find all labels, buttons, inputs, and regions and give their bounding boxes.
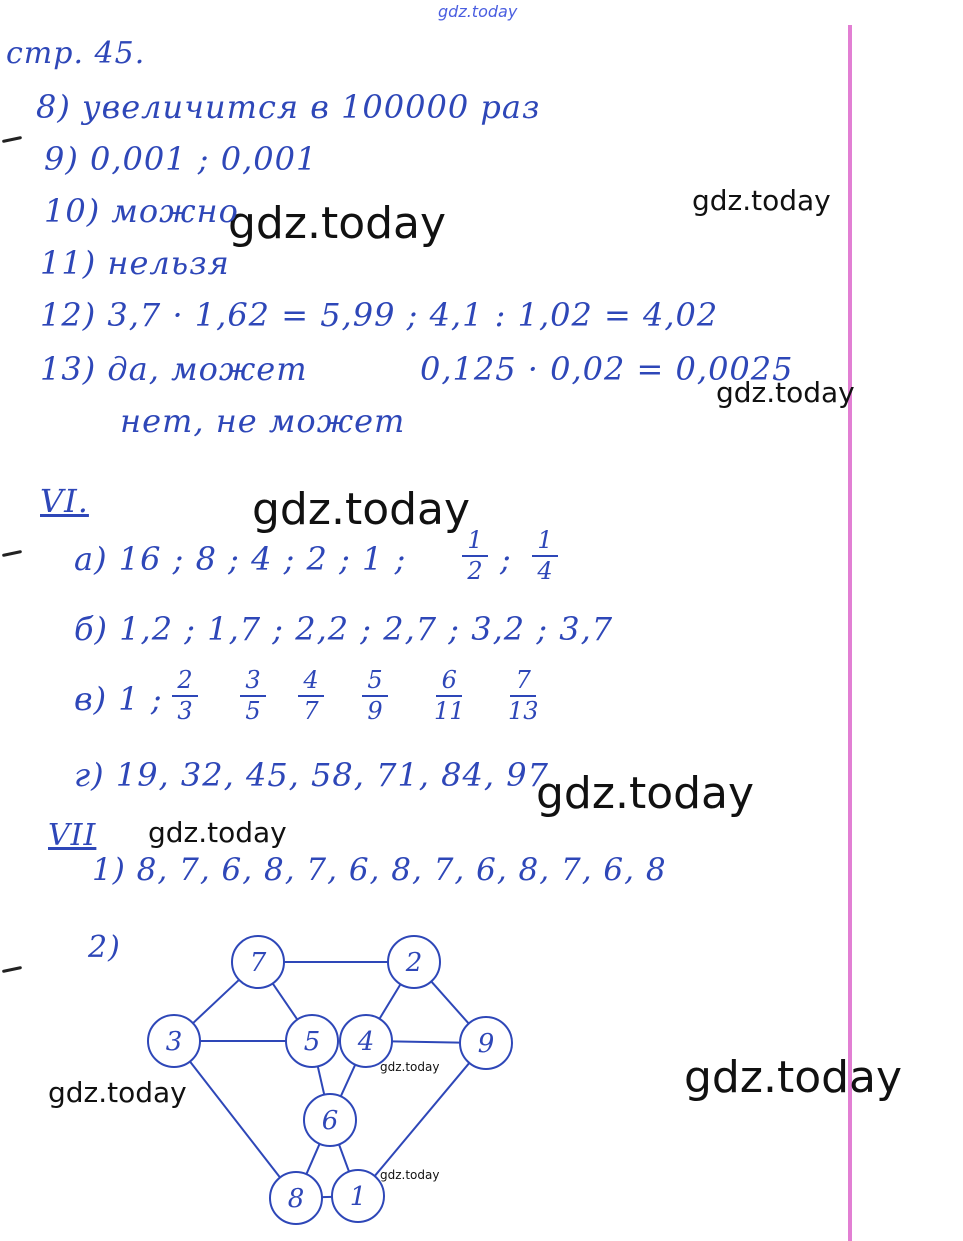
fraction: 1 4 — [532, 528, 558, 584]
answer-12: 12) 3,7 · 1,62 = 5,99 ; 4,1 : 1,02 = 4,02 — [40, 296, 719, 334]
sequence-7-1: 1) 8, 7, 6, 8, 7, 6, 8, 7, 6, 8, 7, 6, 8 — [92, 852, 667, 888]
graph-label: 2) — [88, 930, 121, 965]
answer-11: 11) нельзя — [40, 244, 230, 282]
graph-node-label: 7 — [249, 948, 267, 978]
graph-node-label: 5 — [303, 1027, 321, 1057]
fraction: 5 9 — [362, 668, 388, 724]
graph-node-label: 9 — [477, 1029, 495, 1059]
graph-node-label: 1 — [349, 1182, 367, 1212]
sequence-v: в) 1 ; — [74, 680, 163, 718]
watermark: gdz.today — [252, 484, 471, 535]
graph-edge — [341, 1065, 355, 1097]
sequence-a: а) 16 ; 8 ; 4 ; 2 ; 1 ; — [74, 540, 407, 578]
answer-10: 10) можно — [44, 192, 239, 230]
graph-node — [304, 1094, 356, 1146]
separator: ; — [500, 540, 512, 578]
section-7-title: VII — [48, 818, 97, 853]
graph-node-label: 4 — [357, 1027, 375, 1057]
graph-node — [340, 1015, 392, 1067]
graph-edge — [318, 1066, 324, 1094]
fraction: 2 3 — [172, 668, 198, 724]
answer-8: 8) увеличится в 100000 раз — [36, 88, 541, 126]
answer-13-yes: 13) да, может — [40, 350, 308, 388]
answer-9: 9) 0,001 ; 0,001 — [44, 140, 318, 178]
fraction: 6 11 — [434, 666, 465, 726]
section-6-title: VI. — [40, 482, 89, 520]
graph-edge — [380, 984, 401, 1019]
graph-edge — [375, 1063, 470, 1176]
graph-edge — [306, 1144, 319, 1174]
fraction: 7 13 — [508, 666, 539, 726]
page-header: стр. 45. — [6, 36, 146, 71]
answer-13-example: 0,125 · 0,02 = 0,0025 — [420, 350, 794, 388]
graph-node — [270, 1172, 322, 1224]
graph-node-label: 2 — [405, 948, 423, 978]
graph-node-label: 3 — [165, 1027, 183, 1057]
graph-node — [286, 1015, 338, 1067]
sequence-b: б) 1,2 ; 1,7 ; 2,2 ; 2,7 ; 3,2 ; 3,7 — [74, 610, 614, 648]
graph-node — [232, 936, 284, 988]
graph-node — [388, 936, 440, 988]
graph-edge — [431, 981, 468, 1023]
graph-node-label: 6 — [321, 1106, 339, 1136]
watermark: gdz.today — [48, 1076, 187, 1109]
graph-edge — [273, 983, 298, 1019]
watermark: gdz.today — [380, 1060, 440, 1074]
graph-edge — [392, 1041, 460, 1042]
graph-node-label: 8 — [287, 1184, 305, 1214]
fraction: 3 5 — [240, 668, 266, 724]
fraction: 4 7 — [298, 668, 324, 724]
graph-node — [460, 1017, 512, 1069]
graph-node — [332, 1170, 384, 1222]
watermark: gdz.today — [684, 1052, 903, 1103]
sequence-g: г) 19, 32, 45, 58, 71, 84, 97 — [74, 756, 549, 794]
graph-edge — [339, 1144, 349, 1171]
fraction: 1 2 — [462, 528, 488, 584]
graph-node — [148, 1015, 200, 1067]
graph-edge — [193, 980, 239, 1023]
watermark: gdz.today — [380, 1168, 440, 1182]
graph-edge — [190, 1062, 280, 1178]
answer-13-no: нет, не может — [120, 402, 406, 440]
watermark: gdz.today — [692, 184, 831, 217]
watermark-top: gdz.today — [438, 2, 518, 21]
watermark: gdz.today — [228, 198, 447, 249]
watermark: gdz.today — [148, 816, 287, 849]
watermark: gdz.today — [716, 376, 855, 409]
watermark: gdz.today — [536, 768, 755, 819]
